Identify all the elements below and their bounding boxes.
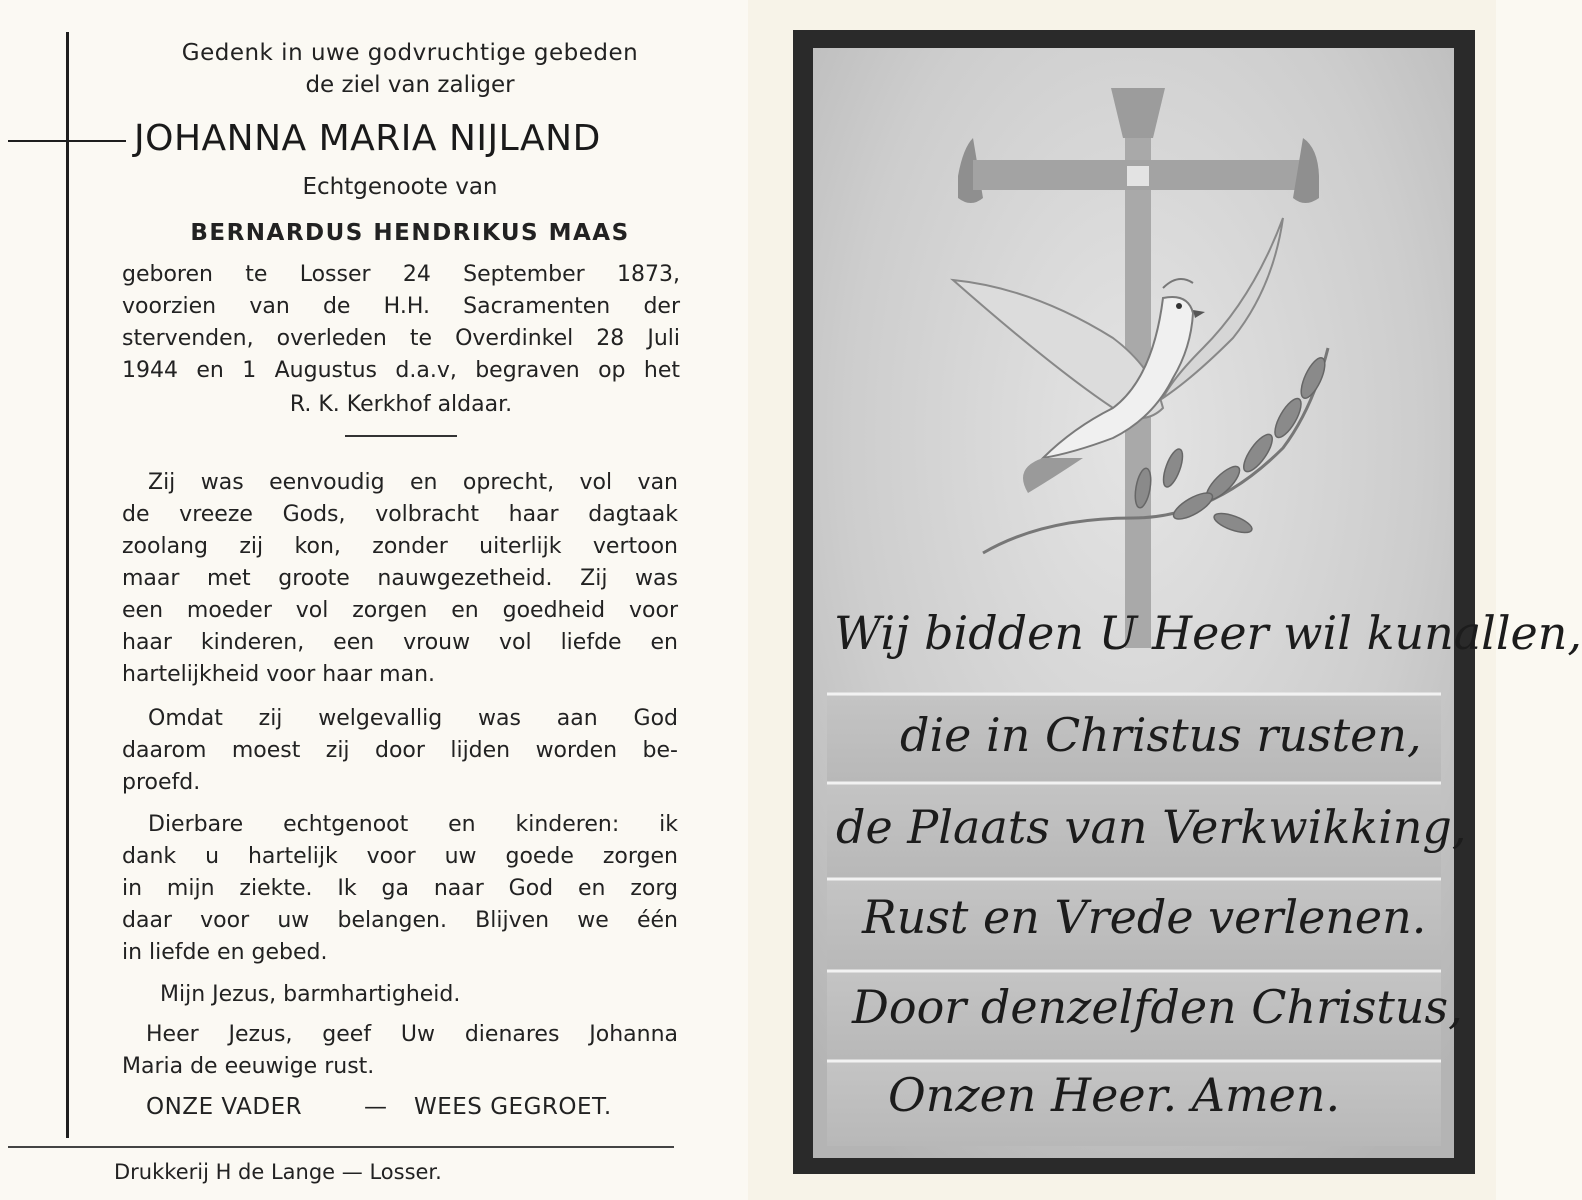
- prayer-line: Maria de eeuwige rust.: [122, 1054, 375, 1079]
- spouse-intro: Echtgenoote van: [302, 174, 498, 200]
- footer-rule: [8, 1146, 674, 1148]
- para3-line: dank u hartelijk voor uw goede zorgen: [122, 844, 678, 869]
- prayer-line: Heer Jezus, geef Uw dienares Johanna: [146, 1022, 678, 1047]
- verse-line-5: Door denzelfden Christus,: [852, 980, 1463, 1034]
- para1-line: hartelijkheid voor haar man.: [122, 662, 436, 687]
- memorial-card-text-side: [0, 0, 748, 1200]
- bio-line: voorzien van de H.H. Sacramenten der: [122, 294, 680, 319]
- para3-line: in liefde en gebed.: [122, 940, 328, 965]
- para2-line: daarom moest zij door lijden worden be-: [122, 738, 678, 763]
- verse-line-3: de Plaats van Verkwikking,: [836, 800, 1467, 854]
- para3-line: daar voor uw belangen. Blijven we één: [122, 908, 678, 933]
- cross-horizontal-bar: [8, 140, 126, 142]
- bio-line: 1944 en 1 Augustus d.a.v, begraven op het: [122, 358, 680, 383]
- para2-line: Omdat zij welgevallig was aan God: [148, 706, 678, 731]
- bio-line: stervenden, overleden te Overdinkel 28 Juli: [122, 326, 680, 351]
- cross-vertical-bar: [66, 32, 69, 1138]
- closing-prayer-our-father: ONZE VADER: [146, 1094, 303, 1120]
- intro-line-2: de ziel van zaliger: [305, 72, 515, 98]
- invocation: Mijn Jezus, barmhartigheid.: [160, 982, 461, 1007]
- spouse-name: BERNARDUS HENDRIKUS MAAS: [190, 220, 630, 246]
- para1-line: de vreeze Gods, volbracht haar dagtaak: [122, 502, 678, 527]
- verse-line-6: Onzen Heer. Amen.: [888, 1068, 1341, 1122]
- para1-line: haar kinderen, een vrouw vol liefde en: [122, 630, 678, 655]
- para1-line: een moeder vol zorgen en goedheid voor: [122, 598, 678, 623]
- verse-line-4: Rust en Vrede verlenen.: [862, 890, 1427, 944]
- closing-dash: —: [364, 1094, 387, 1120]
- deceased-name: JOHANNA MARIA NIJLAND: [134, 118, 601, 159]
- bio-line: R. K. Kerkhof aldaar.: [289, 392, 513, 417]
- bio-line: geboren te Losser 24 September 1873,: [122, 262, 680, 287]
- intro-line-1: Gedenk in uwe godvruchtige gebeden: [181, 40, 639, 66]
- para1-line: maar met groote nauwgezetheid. Zij was: [122, 566, 678, 591]
- verse-line-1: Wij bidden U Heer wil kunallen,: [834, 606, 1582, 660]
- para3-line: in mijn ziekte. Ik ga naar God en zorg: [122, 876, 678, 901]
- para2-line: proefd.: [122, 770, 201, 795]
- closing-prayer-hail-mary: WEES GEGROET.: [414, 1094, 612, 1120]
- para1-line: Zij was eenvoudig en oprecht, vol van: [148, 470, 678, 495]
- verse-line-2: die in Christus rusten,: [900, 708, 1422, 762]
- para3-line: Dierbare echtgenoot en kinderen: ik: [148, 812, 678, 837]
- separator-line: [345, 435, 457, 437]
- para1-line: zoolang zij kon, zonder uiterlijk vertoon: [122, 534, 678, 559]
- printer-credit: Drukkerij H de Lange — Losser.: [114, 1160, 442, 1184]
